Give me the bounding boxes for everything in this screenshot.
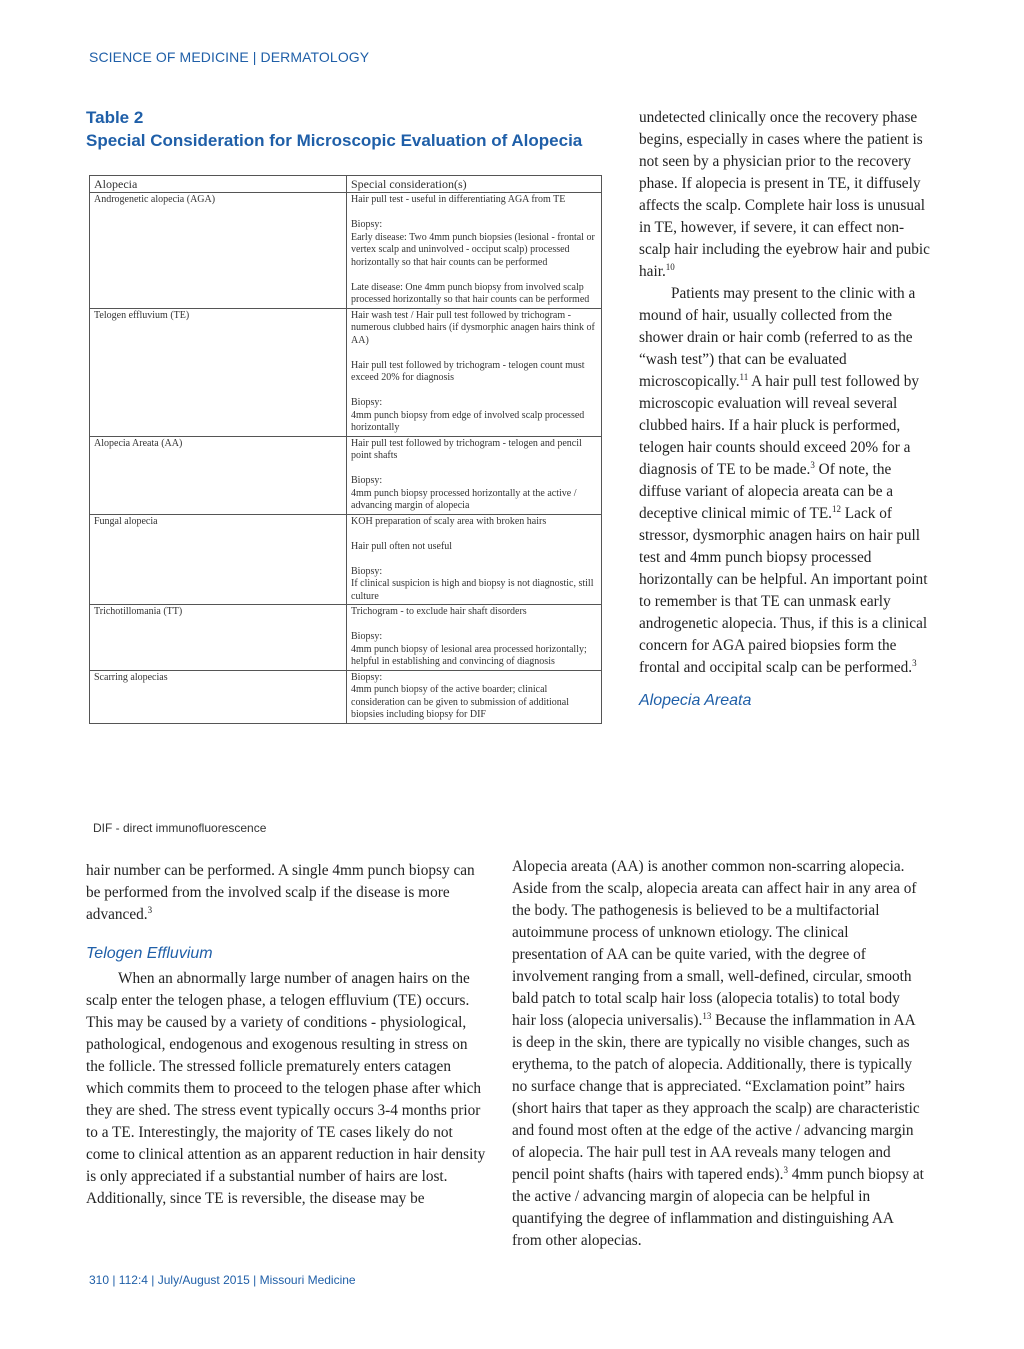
alopecia-cell: Scarring alopecias (90, 670, 347, 723)
right-column-bottom (512, 856, 924, 1252)
paragraph-text: Lack of stressor, dysmorphic anagen hairs on hair pull test and 4mm punch biopsy processed horizontally can be helpful. An important point to remember is that TE can unmask early androgenetic alopecia. Thus, if this is a clinical concern for AGA paired biopsies form the frontal and occipital scalp can be performed. (639, 505, 928, 676)
table-header-row (90, 176, 602, 193)
reference-marker: 10 (665, 261, 675, 272)
alopecia-cell: Fungal alopecia (90, 514, 347, 605)
alopecia-cell: Trichotillomania (TT) (90, 605, 347, 671)
alopecia-cell: Androgenetic alopecia (AGA) (90, 193, 347, 309)
consideration-text: Hair pull test - useful in differentiating AGA from TE Biopsy: Early disease: Two 4mm punch biopsies (lesional - frontal or vertex scalp and uninvolved - occiput scalp) processed horizontally so that hair counts can be performed Late disease: One 4mm punch biopsy from involved scalp processed horizontally so that hair counts can be performed (351, 194, 595, 305)
table-footnote: DIF - direct immunofluorescence (93, 821, 267, 835)
table-row (90, 193, 602, 309)
consideration-text: Trichogram - to exclude hair shaft disorders Biopsy: 4mm punch biopsy of lesional area processed horizontally; helpful in establishing and convincing of diagnosis (351, 606, 587, 667)
column-header-consideration: Special consideration(s) (347, 176, 602, 193)
paragraph (512, 856, 924, 1252)
paragraph-text: Because the inflammation in AA is deep in the skin, there are typically no visible changes, such as erythema, to the patch of alopecia. Additionally, there is typically no surface change that is appreciated. “Exclamation point” hairs (short hairs that taper as they approach the scalp) are characteristic and found most often at the edge of the active / advancing margin of alopecia. The hair pull test in AA reveals many telogen and pencil point shafts (hairs with tapered ends). (512, 1012, 920, 1183)
table-row (90, 436, 602, 514)
table-row (90, 670, 602, 723)
reference-marker: 13 (702, 1010, 712, 1021)
consideration-cell (347, 605, 602, 671)
consideration-text: Hair pull test followed by trichogram - telogen and pencil point shafts Biopsy: 4mm punch biopsy processed horizontally at the active / advancing margin of alopecia (351, 437, 582, 511)
consideration-cell (347, 514, 602, 605)
consideration-text: KOH preparation of scaly area with broken hairs Hair pull often not useful Biopsy: If clinical suspicion is high and biopsy is not diagnostic, still culture (351, 515, 594, 602)
table-row (90, 514, 602, 605)
paragraph (639, 283, 931, 679)
paragraph (639, 107, 931, 283)
paragraph-text: Alopecia areata (AA) is another common non-scarring alopecia. Aside from the scalp, alopecia areata can affect hair in any area of the body. The pathogenesis is believed to be a multifactorial autoimmune process of unknown etiology. The clinical presentation of AA can be quite varied, with the degree of involvement ranging from a small, well-defined, circular, smooth bald patch to total scalp hair loss (alopecia totalis) to total body hair loss (alopecia universalis). (512, 858, 917, 1029)
section-heading-alopecia-areata: Alopecia Areata (639, 692, 752, 709)
alopecia-table (89, 175, 602, 724)
table-title: Special Consideration for Microscopic Evaluation of Alopecia (86, 131, 583, 150)
reference-marker: 11 (739, 371, 749, 382)
consideration-text: Hair wash test / Hair pull test followed by trichogram - numerous clubbed hairs (if dysmorphic anagen hairs think of AA) Hair pull test followed by trichogram - telogen count must exceed 20% for diagnosis Biopsy: 4mm punch biopsy from edge of involved scalp processed horizontally (351, 309, 595, 433)
paragraph: When an abnormally large number of anagen hairs on the scalp enter the telogen phase, a telogen effluvium (TE) occurs. This may be caused by a variety of conditions - physiological, pathological, endogenous and exogenous resulting in stress on the follicle. The stressed follicle prematurely enters catagen which commits them to proceed to the telogen phase after which they are shed. The stress event typically occurs 3-4 months prior to a TE. Interestingly, the majority of TE cases likely do not come to clinical attention as an apparent reduction in hair density is only appreciated if a substantial number of hairs are lost. Additionally, since TE is reversible, the disease may be (86, 970, 486, 1207)
consideration-cell (347, 436, 602, 514)
paragraph-text: 4mm punch biopsy at the active / advancing margin of alopecia can be helpful in quantifying the degree of inflammation and distinguishing AA from other alopecias. (512, 1166, 924, 1249)
paragraph-text: undetected clinically once the recovery phase begins, especially in cases where the patient is not seen by a physician prior to the recovery phase. If alopecia is present in TE, it diffusely affects the scalp. Complete hair loss is unusual in TE, however, if severe, it can effect non-scalp hair including the eyebrow hair and pubic hair. (639, 109, 930, 280)
table-row (90, 308, 602, 436)
table-label: Table 2 (86, 108, 144, 127)
reference-marker: 3 (147, 904, 153, 915)
consideration-cell (347, 193, 602, 309)
paragraph-text: A hair pull test followed by microscopic evaluation will reveal several clubbed hairs. If a hair pluck is performed, telogen hair counts should exceed 20% for a diagnosis of TE to be made. (639, 373, 920, 478)
paragraph-text: hair number can be performed. A single 4mm punch biopsy can be performed from the involved scalp if the disease is more advanced. (86, 862, 475, 923)
column-header-alopecia: Alopecia (90, 176, 347, 193)
consideration-text: Biopsy: 4mm punch biopsy of the active boarder; clinical consideration can be given to submission of additional biopsies including biopsy for DIF (351, 671, 570, 720)
running-head: SCIENCE OF MEDICINE | DERMATOLOGY (89, 49, 370, 65)
reference-marker: 12 (831, 503, 841, 514)
alopecia-cell: Telogen effluvium (TE) (90, 308, 347, 436)
consideration-cell (347, 670, 602, 723)
section-heading-telogen-effluvium: Telogen Effluvium (86, 945, 213, 962)
paragraph-text: Of note, the diffuse variant of alopecia areata can be a deceptive clinical mimic of TE. (639, 461, 894, 522)
left-column (86, 860, 486, 1210)
page-footer: 310 | 112:4 | July/August 2015 | Missouri Medicine (89, 1273, 356, 1287)
reference-marker: 3 (912, 657, 917, 668)
reference-marker: 3 (783, 1164, 788, 1175)
paragraph-text: Patients may present to the clinic with a mound of hair, usually collected from the shower drain or hair comb (referred to as the “wash test”) that can be evaluated microscopically. (639, 285, 916, 390)
reference-marker: 3 (810, 459, 815, 470)
right-column-top (639, 107, 931, 715)
consideration-cell (347, 308, 602, 436)
paragraph (86, 860, 486, 926)
table-row (90, 605, 602, 671)
alopecia-cell: Alopecia Areata (AA) (90, 436, 347, 514)
